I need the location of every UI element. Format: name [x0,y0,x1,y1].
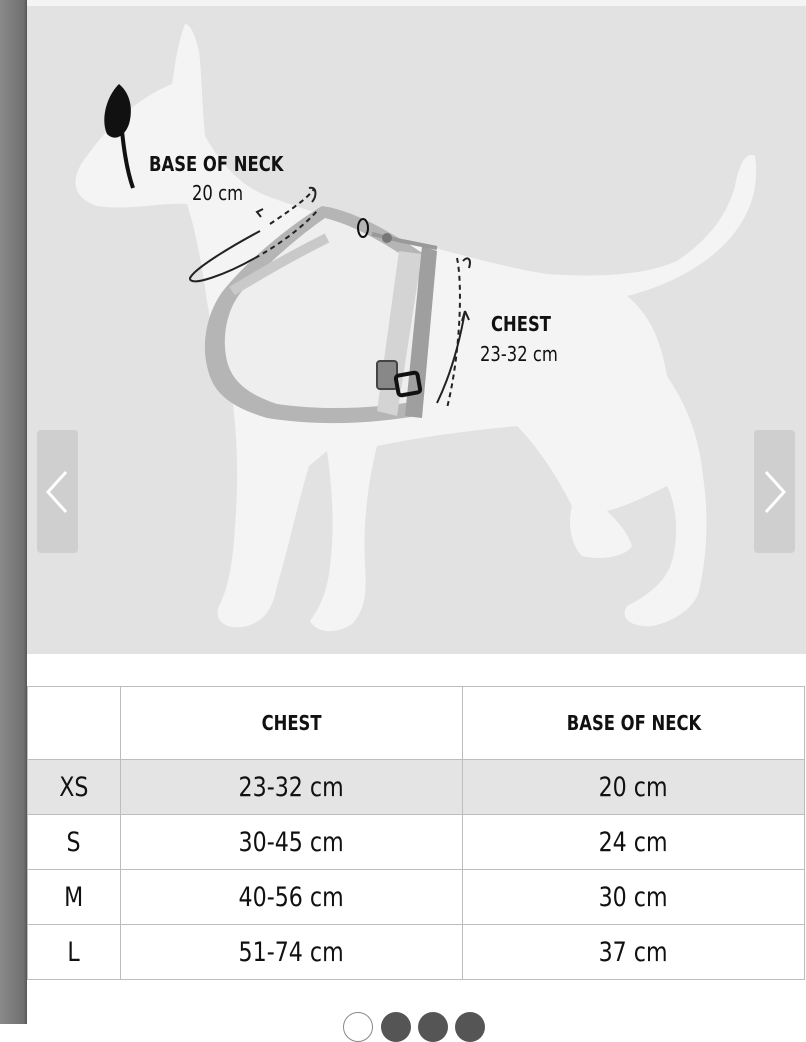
size-cell: S [28,815,121,870]
chest-value: 23-32 cm [480,342,558,366]
left-edge-panel [0,0,27,1024]
carousel-pagination [343,1012,493,1032]
size-cell: M [28,870,121,925]
size-cell: XS [28,760,121,815]
table-row-xs[interactable] [28,760,805,815]
size-chart-table [27,686,805,980]
neck-cell: 24 cm [463,815,805,870]
carousel-dot-4[interactable] [455,1012,485,1042]
neck-label: BASE OF NECK [149,152,284,176]
prev-image-button[interactable] [37,430,78,553]
neck-value: 20 cm [192,181,244,205]
chevron-right-icon [766,472,784,512]
table-row-l[interactable] [28,925,805,980]
header-neck: BASE OF NECK [463,687,805,760]
chest-cell: 30-45 cm [121,815,463,870]
table-row-s[interactable] [28,815,805,870]
neck-cell: 20 cm [463,760,805,815]
chest-cell: 51-74 cm [121,925,463,980]
table-header-row [28,687,805,760]
product-image-viewer [27,6,806,654]
neck-cell: 37 cm [463,925,805,980]
carousel-dot-3[interactable] [418,1012,448,1042]
header-size [28,687,121,760]
chevron-left-icon [48,472,66,512]
size-cell: L [28,925,121,980]
header-chest: CHEST [121,687,463,760]
dog-harness-illustration [27,6,806,654]
carousel-dot-2[interactable] [381,1012,411,1042]
chest-label: CHEST [491,312,551,336]
chest-cell: 40-56 cm [121,870,463,925]
table-row-m[interactable] [28,870,805,925]
neck-cell: 30 cm [463,870,805,925]
chest-cell: 23-32 cm [121,760,463,815]
next-image-button[interactable] [754,430,795,553]
carousel-dot-1[interactable] [343,1012,373,1042]
